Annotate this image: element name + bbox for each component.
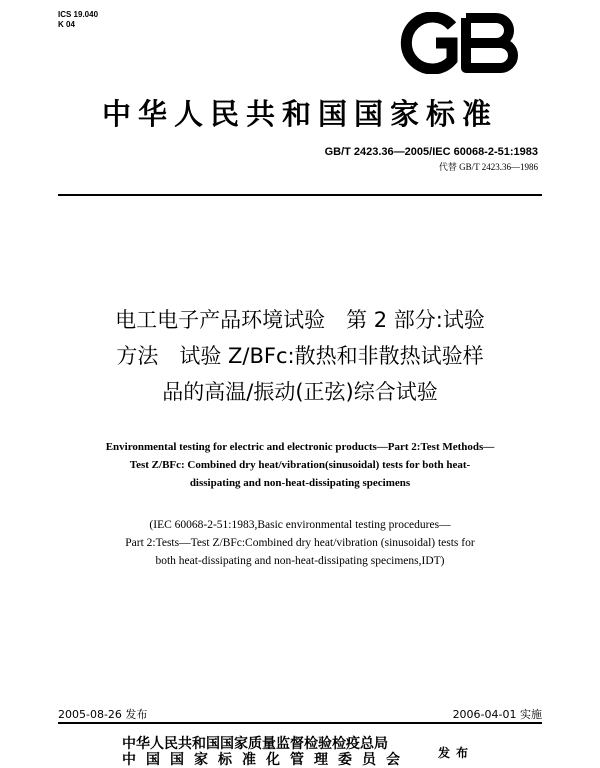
- en-title-line-1: Environmental testing for electric and electronic products—Part 2:Test Methods—: [105, 441, 495, 453]
- en-title-line-3: dissipating and non-heat-dissipating specimens: [189, 477, 411, 489]
- national-standard-title: 中华人民共和国国家标准: [101, 97, 498, 131]
- en-title-line-2: Test Z/BFc: Combined dry heat/vibration(sinusoidal) tests for both heat-: [129, 459, 471, 471]
- footer-divider: [58, 722, 542, 724]
- gb-logo: [396, 12, 522, 74]
- implementation-date: 2006-04-01 实施: [452, 708, 542, 721]
- issuer-line-1: 中华人民共和国国家质量监督检验检疫总局: [122, 736, 388, 752]
- iec-line-3: both heat-dissipating and non-heat-dissipating specimens,IDT): [155, 555, 445, 567]
- iec-line-2: Part 2:Tests—Test Z/BFc:Combined dry heat/vibration (sinusoidal) tests for: [125, 537, 475, 549]
- issue-label: 发布: [438, 746, 475, 760]
- chinese-title: [40, 302, 560, 410]
- cn-title-line-3: 品的高温/振动(正弦)综合试验: [162, 380, 438, 404]
- iec-equivalence: [40, 516, 560, 570]
- english-title: [40, 438, 560, 492]
- ics-code: ICS 19.040: [58, 10, 99, 19]
- cn-title-line-1: 电工电子产品环境试验 第 2 部分:试验: [115, 308, 485, 332]
- issuing-authorities: [122, 736, 410, 768]
- replaces-standard: 代替 GB/T 2423.36—1986: [438, 162, 538, 172]
- issuer-line-2: 中国国家标准化管理委员会: [122, 752, 410, 768]
- cn-title-line-2: 方法 试验 Z/BFc:散热和非散热试验样: [116, 344, 484, 368]
- iec-line-1: (IEC 60068-2-51:1983,Basic environmental testing procedures—: [149, 519, 451, 531]
- standard-number: GB/T 2423.36—2005/IEC 60068-2-51:1983: [324, 146, 538, 158]
- issue-date: 2005-08-26 发布: [58, 708, 148, 721]
- classification-codes: [58, 10, 98, 30]
- ccs-code: K 04: [58, 20, 75, 29]
- header-divider: [58, 194, 542, 196]
